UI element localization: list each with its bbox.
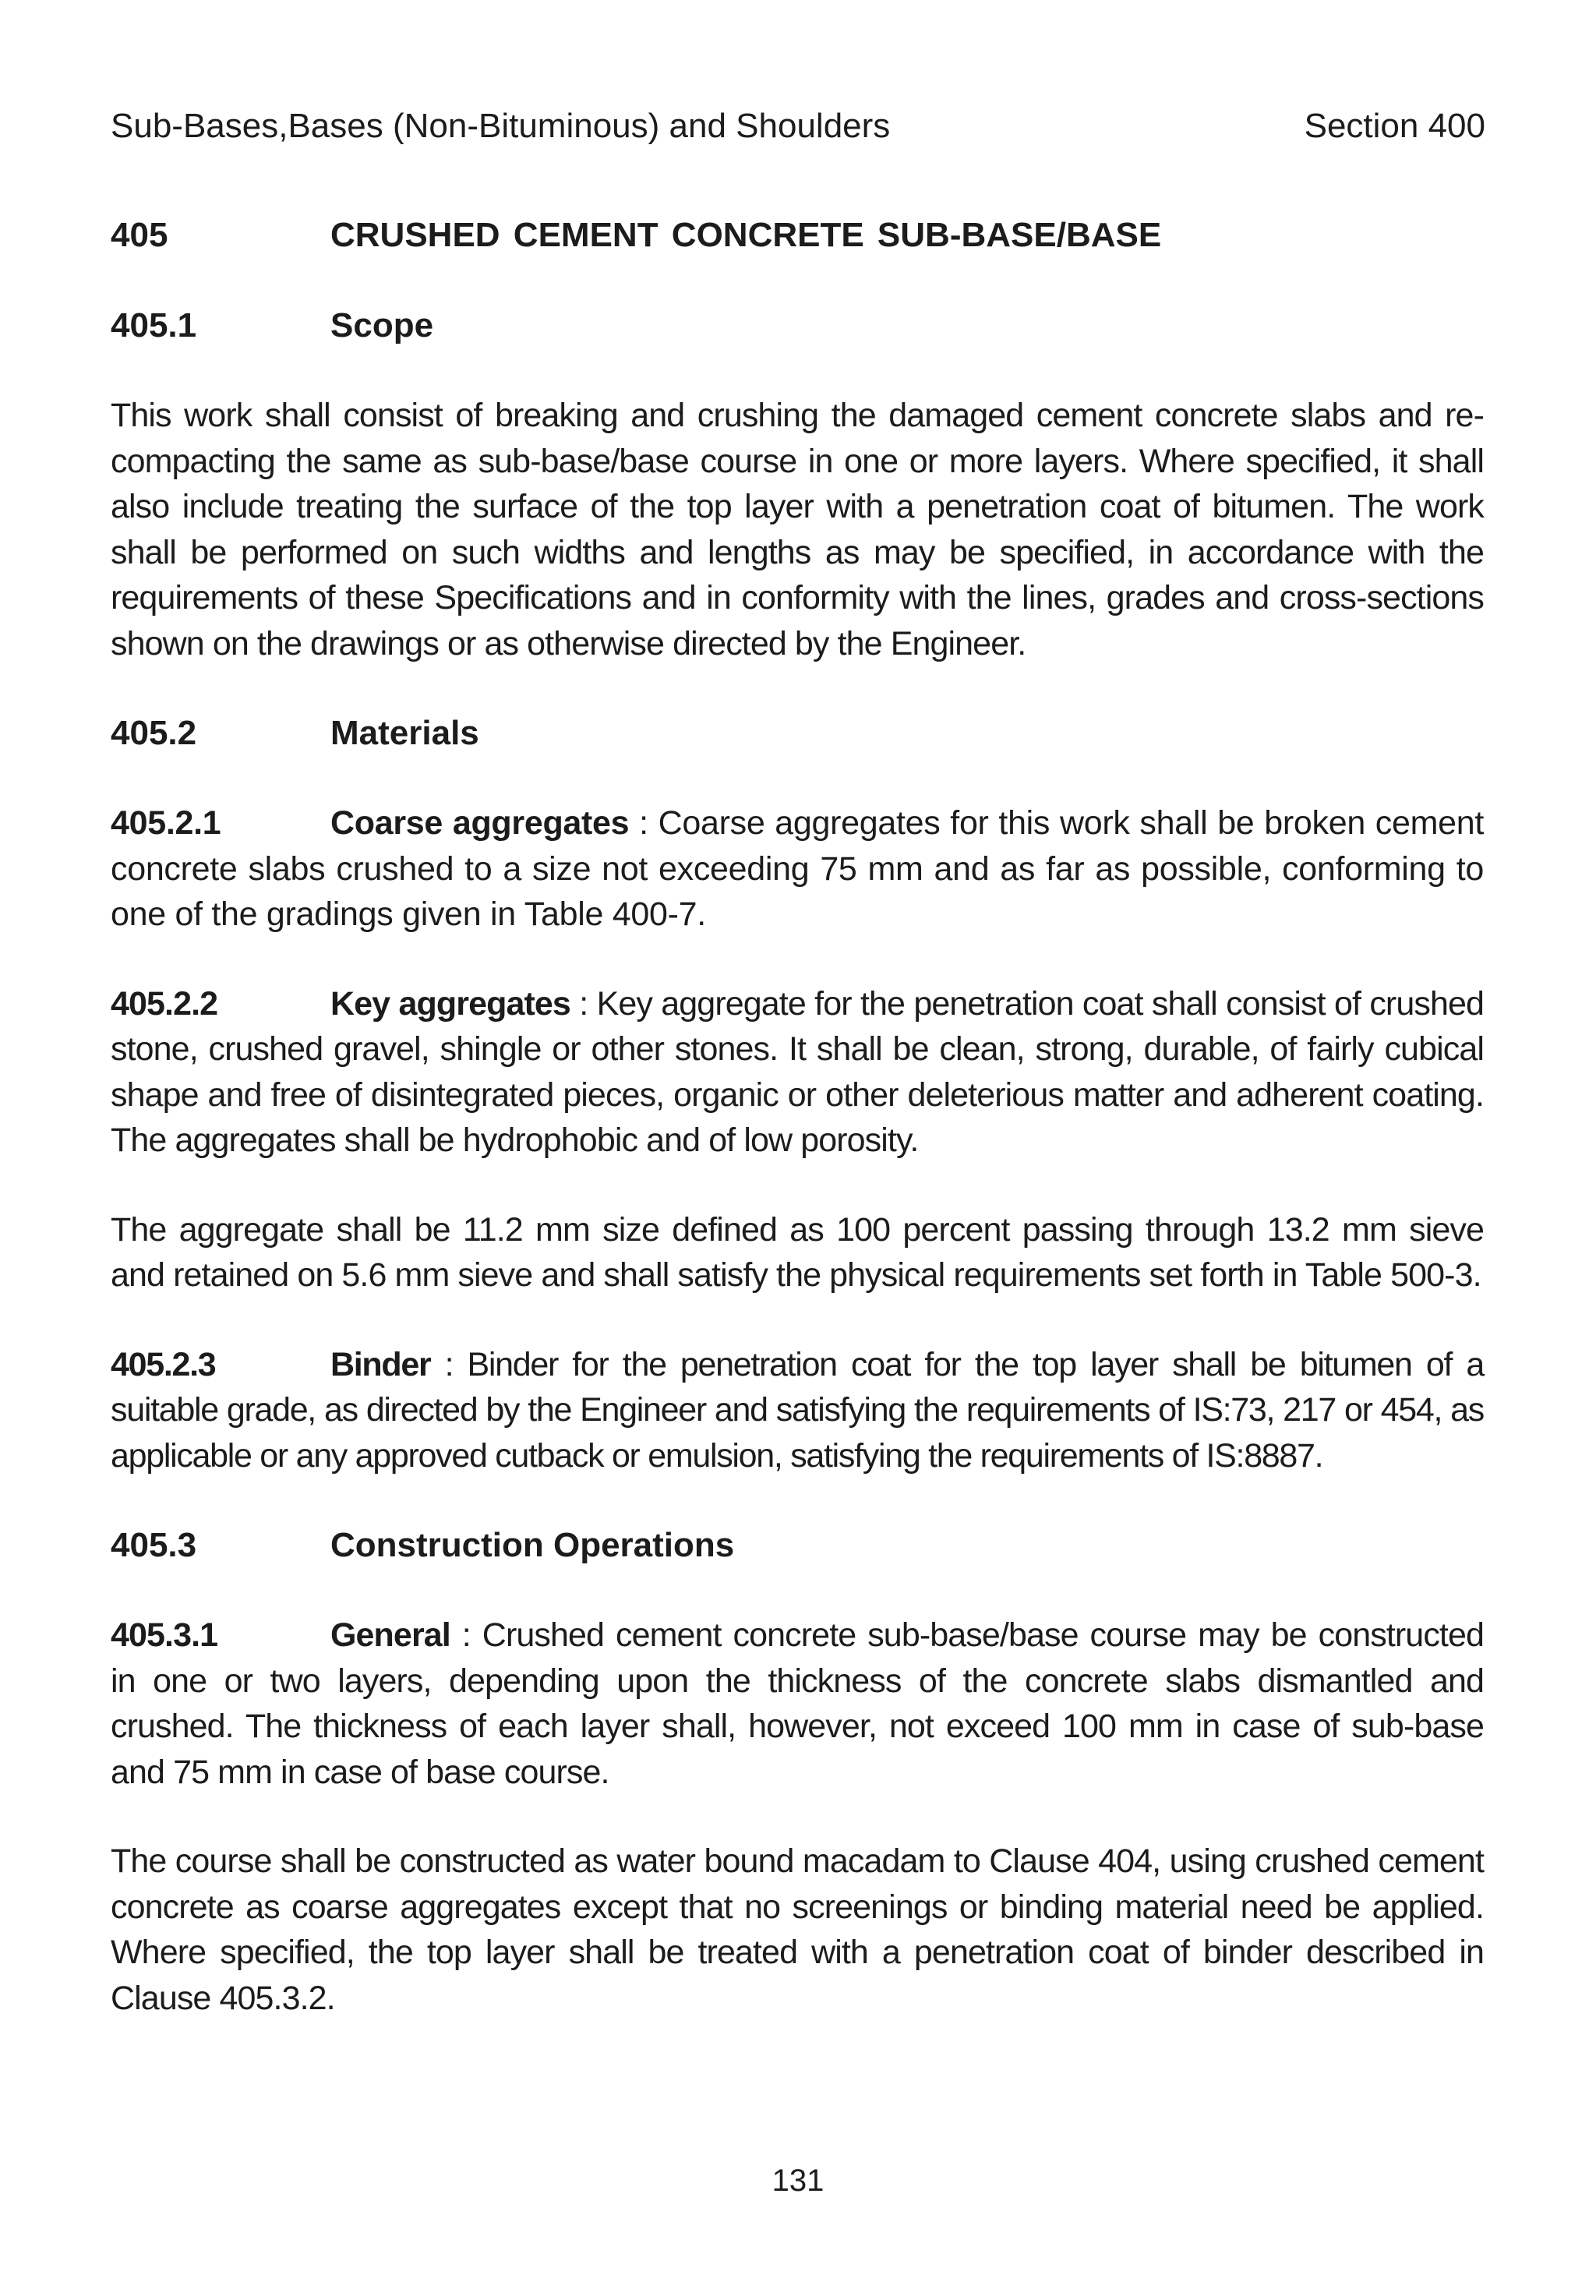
clause-text: : Binder for the penetration coat for the top layer shall be bitumen of a suitable grade, as directed by the Engineer and satisfying the requirements of IS:73, 217 or 454, as applicable or any approved cutback or emulsion, satisfying the requirements of IS:8887.	[111, 1345, 1484, 1475]
subsection-number: 405.3	[111, 1526, 197, 1564]
clause-coarse-aggregates	[111, 800, 1484, 938]
clause-general	[111, 1612, 1484, 1795]
document-body	[111, 212, 1484, 2065]
clause-title: Coarse aggregates	[330, 804, 630, 842]
section-heading	[111, 212, 1484, 259]
subsection-title: Scope	[330, 306, 434, 344]
page-number: 131	[772, 2164, 824, 2198]
clause-number: 405.2.3	[111, 1345, 216, 1383]
clause-binder	[111, 1342, 1484, 1479]
clause-number: 405.2.2	[111, 984, 218, 1023]
section-number: 405	[111, 216, 168, 254]
clause-title: Binder	[330, 1345, 431, 1383]
subsection-heading-materials	[111, 710, 1484, 757]
subsection-number: 405.2	[111, 714, 197, 752]
subsection-number: 405.1	[111, 306, 197, 344]
clause-title: Key aggregates	[330, 984, 570, 1023]
section-title: CRUSHED CEMENT CONCRETE SUB-BASE/BASE	[330, 216, 1162, 254]
subsection-title: Materials	[330, 714, 479, 752]
subsection-heading-scope	[111, 302, 1484, 349]
subsection-title: Construction Operations	[330, 1526, 735, 1564]
scope-paragraph: This work shall consist of breaking and crushing the damaged cement concrete slabs and re-compacting the same as sub-base/base course in one or more layers. Where specified, it shall also include treating the surface of the top layer with a penetration coat of bitumen. The work shall be performed on such widths and lengths as may be specified, in accordance with the requirements of these Specifications and in conformity with the lines, grades and cross-sections shown on the drawings or as otherwise directed by the Engineer.	[111, 397, 1484, 662]
clause-number: 405.3.1	[111, 1616, 218, 1654]
subsection-heading-construction	[111, 1522, 1484, 1569]
clause-number: 405.2.1	[111, 804, 221, 842]
key-aggregates-size-paragraph: The aggregate shall be 11.2 mm size defined as 100 percent passing through 13.2 mm sieve and retained on 5.6 mm sieve and shall satisfy the physical requirements set forth in Table 500-3.	[111, 1210, 1484, 1294]
clause-title: General	[330, 1616, 450, 1654]
clause-text: : Coarse aggregates for this work shall be broken cement concrete slabs crushed to a size not exceeding 75 mm and as far as possible, conforming to one of the gradings given in Table 400-7.	[111, 804, 1485, 933]
general-construction-paragraph: The course shall be constructed as water bound macadam to Clause 404, using crushed cement concrete as coarse aggregates except that no screenings or binding material need be applied. Where specified, the top layer shall be treated with a penetration coat of binder described in Clause 405.3.2.	[111, 1842, 1484, 2017]
clause-text: : Crushed cement concrete sub-base/base course may be constructed in one or two layers, depending upon the thickness of the concrete slabs dismantled and crushed. The thickness of each layer shall, however, not exceed 100 mm in case of sub-base and 75 mm in case of base course.	[111, 1616, 1484, 1791]
header-section-label: Section 400	[1304, 107, 1485, 145]
clause-key-aggregates	[111, 981, 1484, 1164]
clause-text: : Key aggregate for the penetration coat shall consist of crushed stone, crushed gravel, shingle or other stones. It shall be clean, strong, durable, of fairly cubical shape and free of disintegrated pieces, organic or other deleterious matter and adherent coating. The aggregates shall be hydrophobic and of low porosity.	[111, 984, 1485, 1159]
header-chapter-title: Sub-Bases,Bases (Non-Bituminous) and Shoulders	[111, 107, 891, 145]
